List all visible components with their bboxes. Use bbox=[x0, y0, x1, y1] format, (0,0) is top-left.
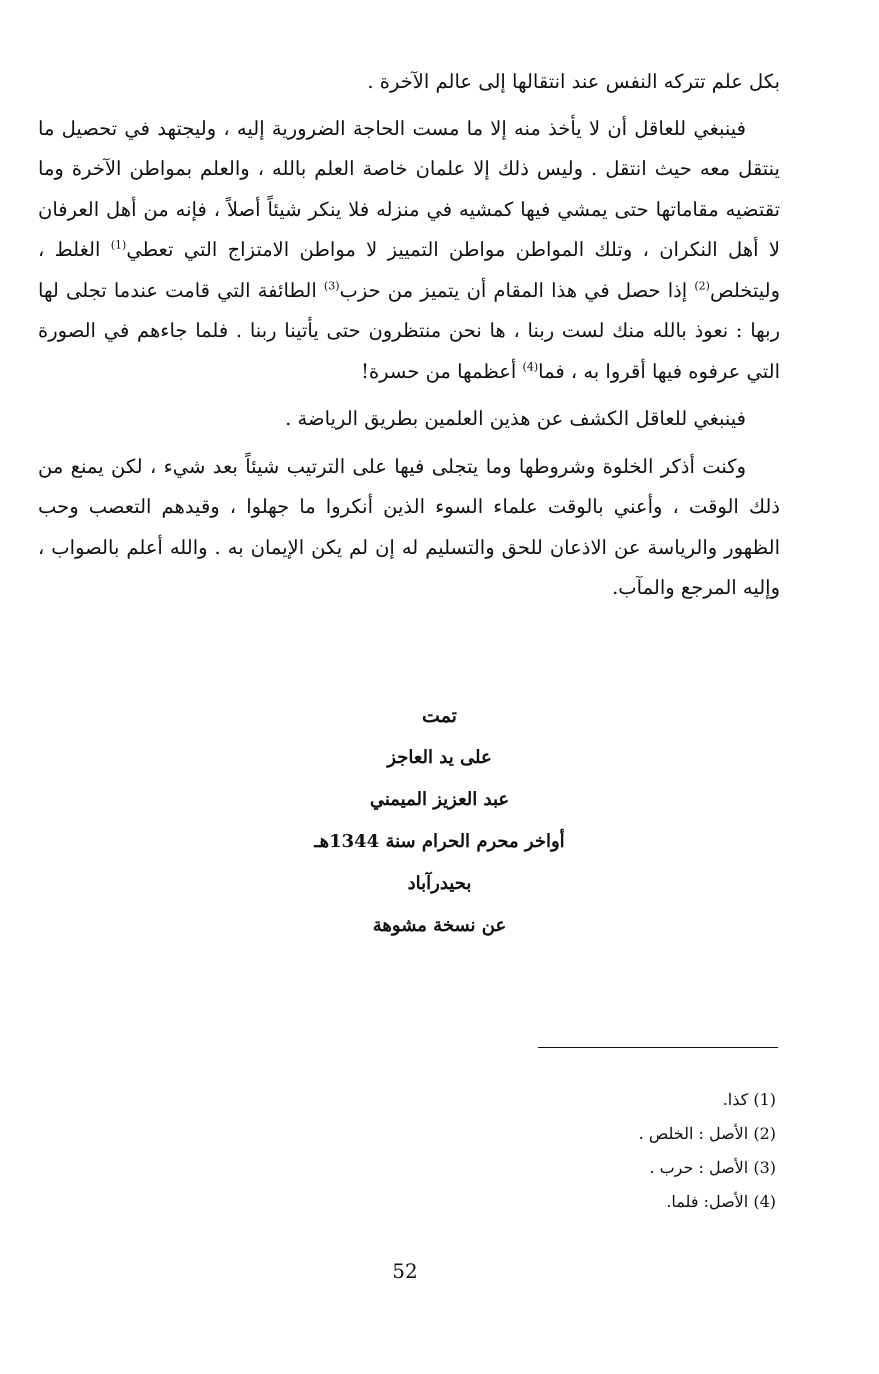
paragraph-4-text: وكنت أذكر الخلوة وشروطها وما يتجلى فيها على الترتيب شيئاً بعد شيء ، لكن يمنع من ذلك الوقت ، وأعني بالوقت علماء السوء الذين أنكروا ما جهلوا ، وقيدهم التعصب وحب الظهور والرياسة عن الاذعان للحق والتسليم له إن لم يكن الإيمان به . والله أعلم بالصواب ، وإليه المرجع والمآب. bbox=[38, 454, 780, 599]
paragraph-4 bbox=[38, 447, 780, 609]
footnote-1: (1) كذا. bbox=[722, 1090, 776, 1109]
paragraph-2 bbox=[38, 109, 780, 393]
footnote-ref-2: (2) bbox=[694, 279, 710, 292]
page-number: 52 bbox=[392, 1259, 418, 1283]
paragraph-1-text: بكل علم تتركه النفس عند انتقالها إلى عالم الآخرة . bbox=[367, 70, 780, 93]
paragraph-2-text-c: إذا حصل في هذا المقام أن يتميز من حزب bbox=[339, 278, 695, 302]
colophon-scribe-line: على يد العاجز bbox=[387, 747, 492, 768]
paragraph-2-text-b: الغلط ، وليتخلص bbox=[38, 238, 780, 302]
colophon-scribe-name: عبد العزيز الميمني bbox=[369, 789, 510, 810]
footnote-4: (4) الأصل: فلما. bbox=[666, 1192, 776, 1211]
paragraph-3-text: فينبغي للعاقل الكشف عن هذين العلمين بطريق الرياضة . bbox=[285, 407, 746, 430]
footnotes bbox=[639, 1083, 776, 1219]
paragraph-2-text-d: الطائفة التي قامت عندما تجلى لها ربها : نعوذ بالله منك لست ربنا ، ها نحن منتظرون حتى يأتينا ربنا . فلما جاءهم في الصورة التي عرفوه فيها أقروا به ، فما bbox=[38, 278, 780, 383]
footnote-divider bbox=[538, 1047, 778, 1048]
main-text bbox=[38, 62, 780, 617]
colophon-place: بحيدرآباد bbox=[407, 873, 472, 894]
colophon-source: عن نسخة مشوهة bbox=[372, 915, 507, 936]
footnote-3: (3) الأصل : حرب . bbox=[649, 1158, 776, 1177]
colophon bbox=[0, 695, 879, 947]
paragraph-2-text-a: فينبغي للعاقل أن لا يأخذ منه إلا ما مست الحاجة الضرورية إليه ، وليجتهد في تحصيل ما ينتقل معه حيث انتقل . وليس ذلك إلا علمان خاصة العلم بالله ، والعلم بمواطن الآخرة وما تقتضيه مقاماتها حتى يمشي فيها كمشيه في منزله فلا ينكر شيئاً أصلاً ، فإنه من أهل العرفان لا أهل النكران ، وتلك المواطن مواطن التمييز لا مواطن الامتزاج التي تعطي bbox=[38, 116, 780, 261]
colophon-title: تمت bbox=[422, 705, 457, 727]
footnote-ref-1: (1) bbox=[110, 238, 127, 252]
footnote-ref-4: (4) bbox=[522, 360, 539, 373]
footnote-2: (2) الأصل : الخلص . bbox=[638, 1124, 776, 1143]
colophon-date: أواخر محرم الحرام سنة 1344هـ bbox=[314, 831, 565, 852]
footnote-ref-3: (3) bbox=[323, 279, 340, 292]
paragraph-3 bbox=[38, 399, 780, 440]
paragraph-2-text-e: أعظمها من حسرة! bbox=[361, 359, 523, 383]
paragraph-1 bbox=[38, 62, 780, 103]
